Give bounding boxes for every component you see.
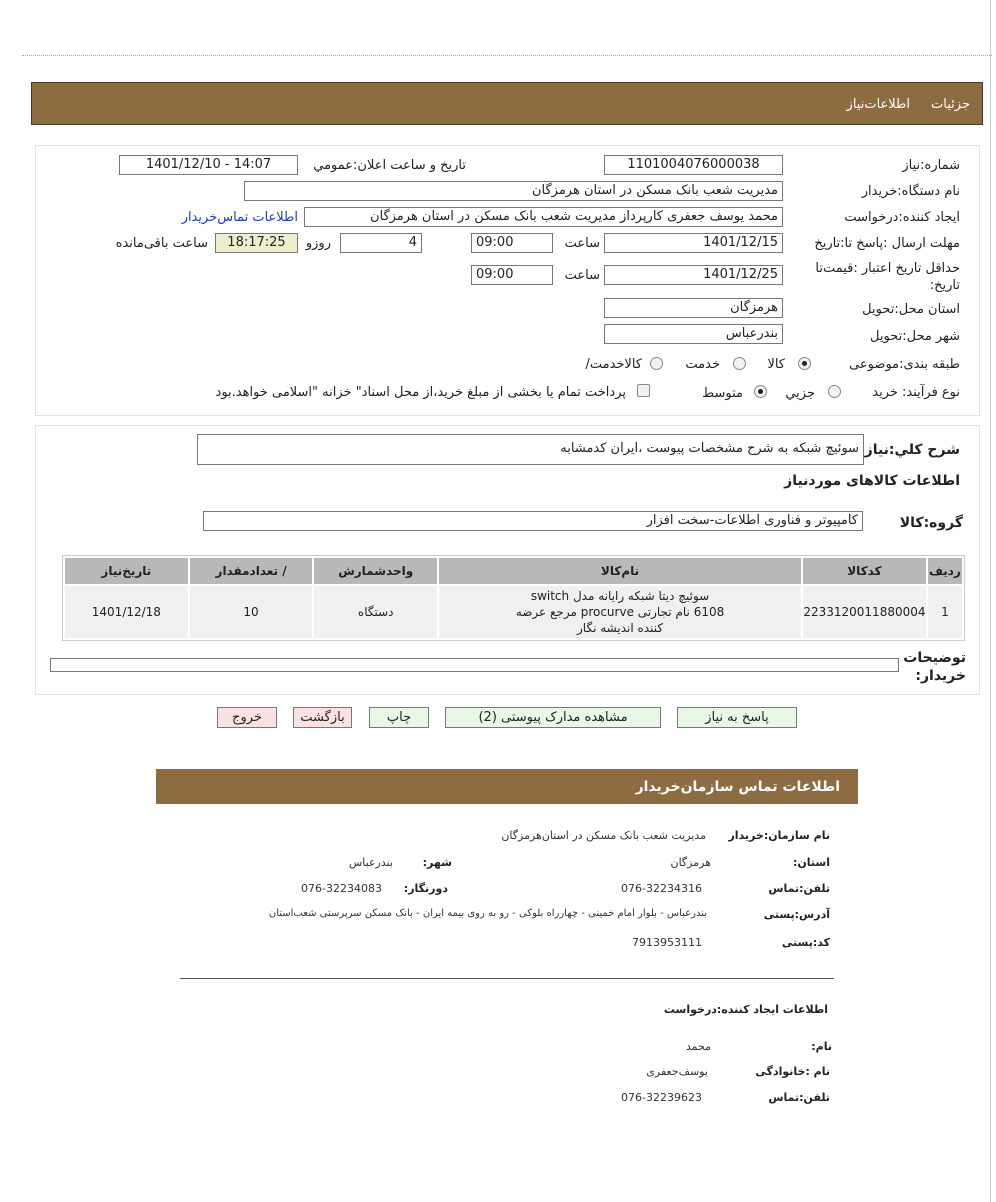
- category-goods-label: کالا: [767, 357, 785, 372]
- category-label: طبقه بندی:موضوعی: [849, 357, 960, 372]
- announce-date-field: 1401/12/10 - 14:07: [119, 155, 298, 175]
- validity-date-field: 1401/12/25: [604, 265, 783, 285]
- goods-table: [62, 555, 965, 641]
- buyer-org-field: مدیریت شعب بانک مسکن در استان هرمزگان: [244, 181, 783, 201]
- goods-group-label: گروه:کالا: [899, 515, 963, 531]
- category-goods-radio[interactable]: [798, 357, 811, 370]
- buyer-notes-label: توضیحات: [903, 650, 966, 666]
- col-unit-header: واحدشمارش: [314, 558, 437, 584]
- process-medium-radio[interactable]: [754, 385, 767, 398]
- summary-field: سوئیچ شبکه به شرح مشخصات پیوست ،ایران کدمشابه: [197, 434, 864, 465]
- cell-goods-name: [439, 586, 801, 638]
- validity-label-2: :تاریخ: [929, 278, 960, 293]
- city-field: بندرعباس: [604, 324, 783, 344]
- validity-time-field: 09:00: [471, 265, 553, 285]
- cell-quantity: 10: [190, 586, 313, 638]
- process-partial-label: جزیي: [785, 386, 815, 401]
- buyer-contact-link[interactable]: اطلاعات تماس‌خریدار: [181, 210, 298, 225]
- days-label: روزو: [305, 236, 331, 251]
- contact-city-label: :شهر: [422, 856, 452, 869]
- validity-time-label: ساعت: [564, 268, 600, 283]
- contact-fax-label: :دورنگار: [403, 882, 448, 895]
- page-header: [31, 82, 983, 125]
- top-divider: [22, 55, 992, 56]
- summary-label: شرح کلي:نیاز: [864, 442, 960, 458]
- deadline-date-field: 1401/12/15: [604, 233, 783, 253]
- validity-label: حداقل تاریخ اعتبار :قیمت‌تا: [815, 261, 960, 276]
- contact-province-label: :استان: [792, 856, 830, 869]
- buyer-notes-field: [50, 658, 899, 672]
- category-service-radio[interactable]: [733, 357, 746, 370]
- cell-goods-code: 2233120011880004: [803, 586, 926, 638]
- goods-name-line-3: کننده اندیشه نگار: [577, 621, 664, 635]
- tab-need-info[interactable]: اطلاعات‌نیاز: [846, 97, 910, 112]
- col-row-header: ردیف: [928, 558, 962, 584]
- contact-org-label: نام سازمان:خریدار: [728, 829, 830, 842]
- process-partial-radio[interactable]: [828, 385, 841, 398]
- category-goods-service-radio[interactable]: [650, 357, 663, 370]
- need-number-label: شماره:نیاز: [902, 158, 960, 173]
- contact-address-value: بندرعباس - بلوار امام خمینی - چهارراه بلوکی - رو به روی بیمه ایران - بانک مسکن سرپرستی شعب‌استان: [268, 908, 707, 919]
- creator-phone-value: 076-32239623: [621, 1091, 702, 1104]
- creator-family-label: نام :خانوادگی: [755, 1065, 830, 1078]
- col-code-header: کدکالا: [803, 558, 926, 584]
- creator-info-title: اطلاعات ایجاد کننده:درخواست: [663, 1003, 828, 1016]
- contact-province-value: هرمزگان: [670, 856, 711, 869]
- contact-fax-value: 076-32234083: [301, 882, 382, 895]
- treasury-payment-checkbox[interactable]: [637, 384, 650, 397]
- contact-divider: [180, 978, 834, 979]
- announce-label: تاریخ و ساعت اعلان:عمومي: [313, 158, 466, 173]
- remaining-time-field: 18:17:25: [215, 233, 298, 253]
- process-medium-label: متوسط: [702, 386, 743, 401]
- exit-button[interactable]: خروج: [217, 707, 277, 728]
- creator-phone-label: تلفن:تماس: [768, 1091, 830, 1104]
- buyer-org-label: نام دستگاه:خریدار: [861, 184, 960, 199]
- goods-name-line-1: سوئیچ دیتا شبکه رایانه مدل switch: [530, 589, 710, 603]
- deadline-time-field: 09:00: [471, 233, 553, 253]
- creator-label: ایجاد کننده:درخواست: [844, 210, 960, 225]
- category-goods-service-label: /کالاخدمت: [585, 357, 642, 372]
- creator-name-value: محمد: [685, 1040, 711, 1053]
- contact-phone-label: تلفن:تماس: [768, 882, 830, 895]
- treasury-payment-note: پرداخت تمام یا بخشی از مبلغ خرید،از محل اسناد" خزانه "اسلامی خواهد.بود: [215, 385, 626, 400]
- col-qty-header: / تعدادمقدار: [190, 558, 313, 584]
- back-button[interactable]: بازگشت: [293, 707, 352, 728]
- deadline-label: مهلت ارسال :پاسخ تا:تاریخ: [814, 236, 960, 251]
- creator-family-value: یوسف‌جعفری: [646, 1065, 708, 1078]
- buyer-notes-label-2: :خریدار: [915, 668, 966, 684]
- contact-postal-value: 7913953111: [632, 936, 702, 949]
- buyer-contact-title: اطلاعات تماس سازمان‌خریدار: [635, 779, 840, 795]
- province-label: استان محل:تحویل: [862, 302, 960, 317]
- right-divider: [990, 0, 991, 1202]
- contact-org-value: مدیریت شعب بانک مسکن در استان‌هرمزگان: [501, 829, 706, 842]
- creator-field: محمد یوسف جعفری کارپرداز مدیریت شعب بانک مسکن در استان هرمزگان: [304, 207, 783, 227]
- goods-name-line-2: 6108 نام تجارتی procurve مرجع عرضه: [515, 605, 725, 619]
- cell-need-date: 1401/12/18: [65, 586, 188, 638]
- days-field: 4: [340, 233, 422, 253]
- remaining-time-label: ساعت باقی‌مانده: [115, 236, 208, 251]
- cell-row-index: 1: [928, 586, 962, 638]
- creator-name-label: :نام: [811, 1040, 832, 1053]
- city-label: شهر محل:تحویل: [870, 329, 960, 344]
- print-button[interactable]: چاپ: [369, 707, 429, 728]
- goods-info-title: اطلاعات کالاهای موردنیاز: [784, 473, 960, 489]
- need-number-field: 1101004076000038: [604, 155, 783, 175]
- goods-group-field: کامپیوتر و فناوری اطلاعات-سخت افزار: [203, 511, 863, 531]
- category-service-label: خدمت: [685, 357, 720, 372]
- purchase-type-label: نوع فرآیند: خرید: [872, 385, 960, 400]
- contact-address-label: آدرس:پستی: [763, 908, 830, 921]
- col-date-header: تاریخ‌نیاز: [65, 558, 188, 584]
- table-header-row: [65, 558, 962, 584]
- contact-postal-label: کد:پستی: [781, 936, 830, 949]
- contact-city-value: بندرعباس: [348, 856, 393, 869]
- cell-unit: دستگاه: [314, 586, 437, 638]
- contact-phone-value: 076-32234316: [621, 882, 702, 895]
- deadline-time-label: ساعت: [564, 236, 600, 251]
- reply-button[interactable]: پاسخ به نیاز: [677, 707, 797, 728]
- view-attachments-button[interactable]: مشاهده مدارک پیوستی (2): [445, 707, 661, 728]
- table-row: [65, 586, 962, 638]
- buyer-contact-header: [156, 769, 858, 804]
- province-field: هرمزگان: [604, 298, 783, 318]
- tab-details[interactable]: جزئیات: [931, 97, 970, 112]
- col-name-header: نام‌کالا: [439, 558, 801, 584]
